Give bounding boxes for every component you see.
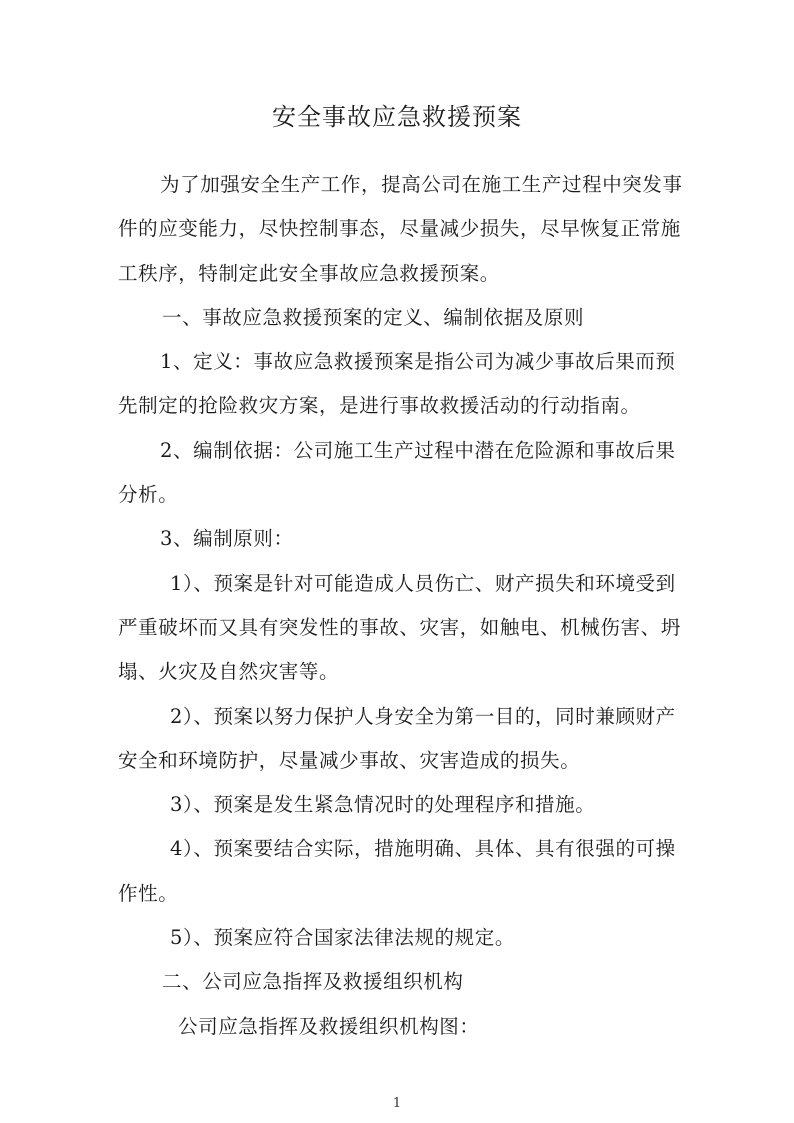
section-heading-1: 一、事故应急救援预案的定义、编制依据及原则 [162,305,585,329]
definition-line-1: 1、定义：事故应急救援预案是指公司为减少事故后果而预 [160,350,676,374]
intro-paragraph-line-3: 工秩序，特制定此安全事故应急救援预案。 [118,261,500,285]
principle-2-line-1: 2）、预案以努力保护人身安全为第一目的，同时兼顾财产 [170,704,676,728]
page-number: 1 [392,1096,402,1111]
principle-1-line-3: 塌、火灾及自然灾害等。 [118,660,340,684]
principle-1-line-2: 严重破坏而又具有突发性的事故、灾害，如触电、机械伤害、坍 [118,615,681,639]
principle-2-line-2: 安全和环境防护，尽量减少事故、灾害造成的损失。 [118,748,581,772]
principle-1-line-1: 1）、预案是针对可能造成人员伤亡、财产损失和环境受到 [170,571,676,595]
principle-4-line-1: 4）、预案要结合实际，措施明确、具体、具有很强的可操 [170,837,676,861]
principle-3: 3）、预案是发生紧急情况时的处理程序和措施。 [170,793,596,817]
principles-heading: 3、编制原则： [160,527,294,551]
principle-5: 5）、预案应符合国家法律法规的规定。 [170,926,515,950]
definition-line-2: 先制定的抢险救灾方案，是进行事故救援活动的行动指南。 [118,394,641,418]
org-chart-caption: 公司应急指挥及救援组织机构图： [178,1014,480,1038]
intro-paragraph-line-1: 为了加强安全生产工作，提高公司在施工生产过程中突发事 [160,173,683,196]
document-body [118,163,690,1049]
basis-line-1: 2、编制依据：公司施工生产过程中潜在危险源和事故后果 [160,438,676,462]
document-title: 安全事故应急救援预案 [272,103,522,131]
principle-4-line-2: 作性。 [118,881,179,905]
intro-paragraph-line-2: 件的应变能力，尽快控制事态，尽量减少损失，尽早恢复正常施 [118,217,681,241]
section-heading-2: 二、公司应急指挥及救援组织机构 [162,970,464,994]
basis-line-2: 分析。 [118,483,179,507]
